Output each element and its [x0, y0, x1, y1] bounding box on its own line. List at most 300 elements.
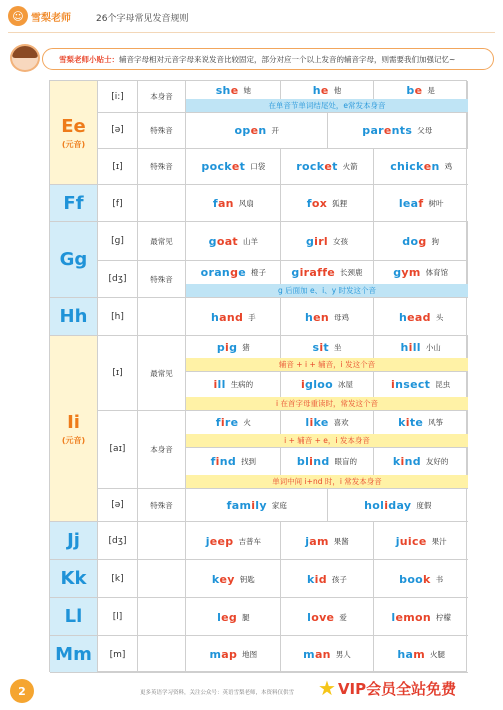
word-cell: [374, 185, 468, 222]
word: [391, 611, 431, 624]
word-cell: [187, 222, 281, 260]
word-focus: i: [384, 498, 389, 512]
phonetic-symbol: [aɪ]: [98, 410, 138, 488]
letter-group-ff: [50, 185, 468, 222]
word-cell: [374, 598, 468, 636]
word-part: re: [224, 415, 239, 429]
word-part: j: [305, 534, 310, 548]
word-cell: [328, 112, 469, 148]
rule-note: g 后面加 e、i、y 时发这个音: [186, 284, 468, 297]
word-focus: iraffe: [299, 265, 336, 279]
word-cell: [374, 81, 468, 99]
word-meaning: 风扇: [238, 199, 254, 208]
word-part: k: [398, 415, 406, 429]
word: [397, 648, 425, 661]
word-focus: i: [225, 340, 230, 354]
word-part: b: [406, 83, 415, 97]
word-cell: [374, 336, 468, 358]
word: [393, 266, 420, 279]
word-meaning: 坐: [333, 342, 342, 352]
word-cell: [187, 560, 281, 598]
word-part: te: [409, 415, 424, 429]
word-meaning: 小山: [425, 342, 441, 352]
sound-type: 特殊音: [138, 112, 186, 148]
word-focus: e: [230, 83, 239, 97]
word-cell: [281, 371, 375, 397]
letter-cell: [50, 185, 97, 221]
word: [206, 535, 234, 548]
phonetic-symbol: [dʒ]: [98, 522, 138, 560]
word: [307, 573, 327, 586]
word: [212, 573, 235, 586]
word-part: ll: [412, 340, 421, 354]
tip-text: 辅音字母相对元音字母来说发音比较固定，部分对应一个以上发音的辅音字母，则需要我们加强记忆~: [119, 54, 456, 64]
word-part: k: [392, 454, 401, 468]
sound-type: 最常见: [138, 336, 186, 410]
word-part: ha: [397, 648, 414, 661]
word-part: l: [391, 610, 396, 624]
word-part: t: [239, 160, 246, 173]
word-meaning: 父母: [417, 125, 433, 135]
word-part: t: [323, 340, 329, 354]
word-part: op: [234, 123, 251, 137]
word-cell: [281, 81, 375, 99]
teacher-avatar-icon: [10, 44, 40, 72]
word-meaning: 手: [248, 312, 256, 322]
word-meaning: 找到: [241, 456, 257, 466]
word-part: fam: [226, 498, 252, 512]
word-focus: irl: [314, 234, 329, 248]
word-part: g: [393, 265, 402, 279]
word-focus: ove: [311, 610, 335, 624]
word-focus: uice: [399, 534, 427, 548]
word: [307, 611, 334, 624]
word-focus: ap: [221, 648, 238, 661]
phonetic-symbol: [ɪ]: [98, 148, 138, 185]
word-cell: [374, 447, 468, 475]
word-focus: i: [300, 377, 306, 391]
word-focus: i: [405, 415, 410, 429]
word-part: h: [312, 83, 321, 97]
word-meaning: 眼盲的: [334, 456, 358, 466]
word-part: l: [305, 415, 310, 429]
rule-note: 在单音节单词结尾处，e常发本身音: [186, 99, 468, 112]
word-cell: [187, 488, 328, 522]
word-meaning: 女孩: [333, 236, 349, 246]
word-part: f: [212, 197, 218, 210]
word-part: oran: [200, 265, 231, 279]
word: [406, 84, 422, 97]
letter-cell: [50, 298, 97, 335]
logo: [8, 6, 71, 26]
word-focus: e: [324, 160, 333, 173]
letter-label: Gg: [59, 249, 88, 270]
word-meaning: 友好的: [425, 456, 449, 466]
word-focus: en: [313, 310, 329, 324]
word-cell: [374, 522, 468, 560]
rule-note: 辅音 + i + 辅音，i 发这个音: [186, 358, 468, 371]
word-cell: [281, 298, 375, 336]
word-part: l: [307, 610, 312, 624]
letter-cell: [50, 222, 97, 297]
word-part: boo: [399, 572, 424, 586]
phonetic-symbol: [l]: [98, 598, 138, 636]
word-part: g: [229, 340, 238, 354]
word-part: h: [304, 310, 314, 324]
word-focus: i: [251, 498, 256, 512]
phonetic-symbol: [dʒ]: [98, 260, 138, 298]
word: [211, 311, 243, 324]
word-meaning: 男人: [335, 650, 351, 659]
word-cell: [187, 636, 281, 673]
word: [216, 84, 239, 97]
word-meaning: 火箭: [342, 162, 358, 171]
word-focus: e: [423, 160, 432, 173]
letter-label: Ff: [63, 192, 84, 214]
word-part: lea: [398, 197, 419, 210]
sound-type: [138, 560, 186, 598]
word-part: rock: [296, 160, 325, 173]
phonetic-symbol: [ɪ]: [98, 336, 138, 410]
word-part: j: [395, 534, 400, 548]
word: [201, 266, 246, 279]
word-cell: [281, 260, 375, 284]
word-focus: i: [391, 377, 396, 391]
word-focus: k: [423, 572, 431, 586]
word-focus: eg: [221, 610, 238, 624]
phonetic-symbol: [g]: [98, 222, 138, 260]
page-footer: [0, 676, 503, 710]
word-meaning: 火: [243, 417, 251, 427]
star-icon: ★: [318, 676, 336, 700]
word-part: gloo: [305, 377, 333, 391]
word-meaning: 是: [427, 85, 435, 95]
sound-type: [138, 636, 186, 673]
word-meaning: 爱: [339, 612, 347, 622]
word-meaning: 书: [435, 574, 444, 584]
letter-group-ii: [50, 336, 468, 522]
word-part: par: [362, 123, 384, 137]
word-meaning: 家庭: [271, 500, 287, 510]
word-focus: i: [408, 340, 413, 354]
word-focus: emon: [395, 610, 431, 624]
phonetic-symbol: [k]: [98, 560, 138, 598]
letter-group-kk: [50, 560, 468, 598]
word-part: hol: [364, 498, 385, 512]
word-meaning: 猪: [242, 342, 250, 352]
sound-type: [138, 522, 186, 560]
word-part: k: [307, 572, 315, 586]
word-meaning: 柠檬: [435, 612, 451, 622]
letter-group-ee: [50, 81, 468, 185]
word-part: f: [210, 454, 216, 468]
word-part: g: [208, 234, 217, 248]
word: [216, 416, 239, 429]
word: [391, 378, 430, 391]
word-meaning: 吉普车: [238, 536, 261, 546]
word-cell: [187, 522, 281, 560]
word-cell: [328, 488, 469, 522]
word-cell: [187, 598, 281, 636]
word-focus: oat: [216, 234, 238, 248]
word-meaning: 风筝: [428, 417, 444, 427]
word-cell: [187, 410, 281, 434]
word: [296, 160, 337, 173]
letter-cell: [50, 598, 97, 635]
sound-type: 特殊音: [138, 488, 186, 522]
word-cell: [281, 560, 375, 598]
word-focus: e: [414, 83, 423, 97]
word-cell: [374, 298, 468, 336]
word-meaning: 孩子: [331, 574, 347, 584]
word-meaning: 果酱: [333, 536, 349, 546]
letter-label: Hh: [59, 306, 88, 327]
word-focus: eep: [209, 534, 234, 548]
word-meaning: 果汁: [431, 536, 447, 546]
word-part: g: [305, 234, 315, 248]
letter-group-jj: [50, 522, 468, 560]
word-focus: e: [231, 160, 240, 173]
word-part: ly: [255, 498, 267, 512]
word-part: j: [205, 534, 210, 548]
letter-group-gg: [50, 222, 468, 298]
word-part: g: [291, 265, 300, 279]
word-focus: and: [219, 310, 244, 324]
sound-type: 特殊音: [138, 260, 186, 298]
word: [213, 197, 234, 210]
word-part: t: [332, 160, 338, 173]
word: [217, 341, 237, 354]
word-focus: g: [418, 234, 427, 248]
word: [211, 455, 236, 468]
word-cell: [187, 185, 281, 222]
vip-banner[interactable]: [318, 676, 456, 700]
word-part: h: [210, 310, 220, 324]
phonetic-symbol: [i:]: [98, 81, 138, 112]
logo-badge-icon: ☺: [8, 6, 28, 26]
page-number: 2: [10, 679, 34, 703]
word: [227, 499, 267, 512]
word-meaning: 树叶: [428, 199, 444, 208]
word-part: do: [402, 234, 419, 248]
letter-cell: [50, 336, 97, 521]
word-cell: [281, 410, 375, 434]
word-meaning: 狐狸: [332, 199, 348, 208]
word-part: h: [400, 340, 409, 354]
word-meaning: 冰屋: [338, 379, 353, 389]
word: [393, 455, 421, 468]
vowel-tag: (元音): [61, 139, 86, 149]
word: [396, 535, 427, 548]
word-cell: [374, 148, 468, 185]
word-cell: [281, 598, 375, 636]
word: [390, 160, 439, 173]
word: [362, 124, 412, 137]
word: [305, 311, 329, 324]
word-part: nsect: [395, 377, 431, 391]
word-cell: [187, 81, 281, 99]
rule-note: 单词中间 i+nd 时，i 常发本身音: [186, 475, 468, 488]
word-cell: [374, 222, 468, 260]
word-part: f: [306, 197, 312, 210]
sound-type: [138, 298, 186, 336]
word-focus: am: [309, 534, 329, 548]
word-focus: ox: [311, 197, 328, 210]
phonetic-symbol: [ə]: [98, 488, 138, 522]
word-focus: i: [309, 415, 314, 429]
word: [399, 311, 431, 324]
word-focus: id: [314, 572, 327, 586]
word-meaning: 鸡: [444, 162, 453, 171]
word-cell: [187, 148, 281, 185]
word-focus: i: [220, 415, 225, 429]
letter-group-mm: [50, 636, 468, 673]
word-part: m: [303, 648, 315, 661]
word: [400, 341, 420, 354]
word-focus: i: [215, 454, 220, 468]
tip-box: [42, 48, 494, 70]
rule-note: i 在首字母重读时，常发这个音: [186, 397, 468, 410]
word-part: k: [211, 572, 220, 586]
tip-label: 雪梨老师小贴士：: [59, 54, 119, 64]
letter-label: Mm: [55, 643, 92, 665]
sound-type: 最常见: [138, 222, 186, 260]
word-meaning: 她: [243, 85, 251, 95]
word-focus: i: [400, 454, 405, 468]
word: [312, 341, 329, 354]
word: [301, 378, 333, 391]
word-focus: e: [320, 83, 329, 97]
footer-text: 更多英语学习资料，关注公众号：英语雪梨老师，本资料仅供雪: [140, 690, 295, 696]
letter-cell: [50, 560, 97, 597]
vip-text: VIP会员全站免费: [337, 679, 457, 698]
word-cell: [187, 447, 281, 475]
word-part: day: [388, 498, 412, 512]
word-cell: [374, 410, 468, 434]
letter-group-hh: [50, 298, 468, 336]
word-part: nd: [404, 454, 421, 468]
word-part: bl: [296, 454, 310, 468]
word-part: e: [238, 265, 247, 279]
letter-label: Jj: [67, 530, 80, 551]
word: [303, 648, 331, 661]
word: [291, 266, 335, 279]
word-meaning: 口袋: [250, 162, 266, 171]
word-focus: i: [309, 454, 314, 468]
word-meaning: 他: [333, 85, 342, 95]
letter-cell: [50, 522, 97, 559]
page-header: [0, 0, 503, 34]
word-cell: [187, 260, 281, 284]
word: [305, 535, 329, 548]
letter-label: Ii: [67, 411, 80, 433]
word-part: ll: [217, 377, 226, 391]
word-cell: [187, 298, 281, 336]
word-part: ke: [313, 415, 329, 429]
word-meaning: 母鸡: [334, 312, 349, 322]
word: [402, 235, 426, 248]
word-focus: i: [213, 377, 218, 391]
sound-type: [138, 598, 186, 636]
word-cell: [281, 636, 375, 673]
word-cell: [374, 560, 468, 598]
phonics-table: [49, 80, 467, 672]
word-cell: [281, 447, 375, 475]
word-meaning: 度假: [416, 500, 432, 510]
word-meaning: 橙子: [251, 267, 267, 277]
word-meaning: 昆虫: [435, 379, 451, 389]
word-cell: [374, 636, 468, 673]
word: [217, 611, 237, 624]
word-meaning: 腿: [242, 612, 250, 622]
sound-type: 特殊音: [138, 148, 186, 185]
word-cell: [374, 260, 468, 284]
word-focus: ey: [219, 572, 235, 586]
sound-type: 本身音: [138, 410, 186, 488]
word-part: n: [431, 160, 440, 173]
page-title: 26个字母常见发音规则: [96, 14, 189, 24]
word-meaning: 狗: [431, 236, 440, 246]
word-focus: ym: [401, 265, 421, 279]
word-part: m: [209, 648, 222, 661]
sound-type: 本身音: [138, 81, 186, 112]
word-cell: [187, 112, 328, 148]
rule-note: i + 辅音 + e，i 发本身音: [186, 434, 468, 447]
phonetic-symbol: [m]: [98, 636, 138, 673]
word-focus: g: [230, 265, 239, 279]
word: [201, 160, 245, 173]
word-meaning: 喜欢: [333, 417, 349, 427]
word-meaning: 头: [435, 312, 444, 322]
word-part: nts: [391, 123, 413, 137]
sound-type: [138, 185, 186, 222]
word-focus: an: [314, 648, 331, 661]
word: [398, 416, 423, 429]
letter-cell: [50, 636, 97, 672]
word: [364, 499, 411, 512]
word-meaning: 山羊: [242, 236, 258, 246]
word: [213, 378, 225, 391]
word: [399, 573, 431, 586]
word-focus: f: [418, 197, 424, 210]
word: [209, 235, 238, 248]
word: [313, 84, 329, 97]
word: [305, 416, 328, 429]
word-meaning: 体育馆: [425, 267, 449, 277]
word-part: nd: [313, 454, 330, 468]
word-part: p: [216, 340, 226, 354]
phonetic-symbol: [ə]: [98, 112, 138, 148]
word-meaning: 钥匙: [239, 574, 255, 584]
word: [307, 197, 327, 210]
word-part: l: [217, 610, 222, 624]
word-focus: i: [319, 340, 324, 354]
word-part: sh: [215, 83, 231, 97]
word-part: chick: [390, 160, 424, 173]
letter-group-ll: [50, 598, 468, 636]
letter-label: Kk: [60, 568, 87, 589]
header-divider: [8, 32, 495, 33]
word-cell: [281, 148, 375, 185]
word-part: pock: [201, 160, 232, 173]
phonetic-symbol: [f]: [98, 185, 138, 222]
word-focus: e: [383, 123, 392, 137]
letter-cell: [50, 81, 97, 184]
phonetic-symbol: [h]: [98, 298, 138, 336]
word-meaning: 长颈鹿: [340, 267, 363, 277]
word: [306, 235, 328, 248]
logo-text: 雪梨老师: [31, 12, 71, 24]
